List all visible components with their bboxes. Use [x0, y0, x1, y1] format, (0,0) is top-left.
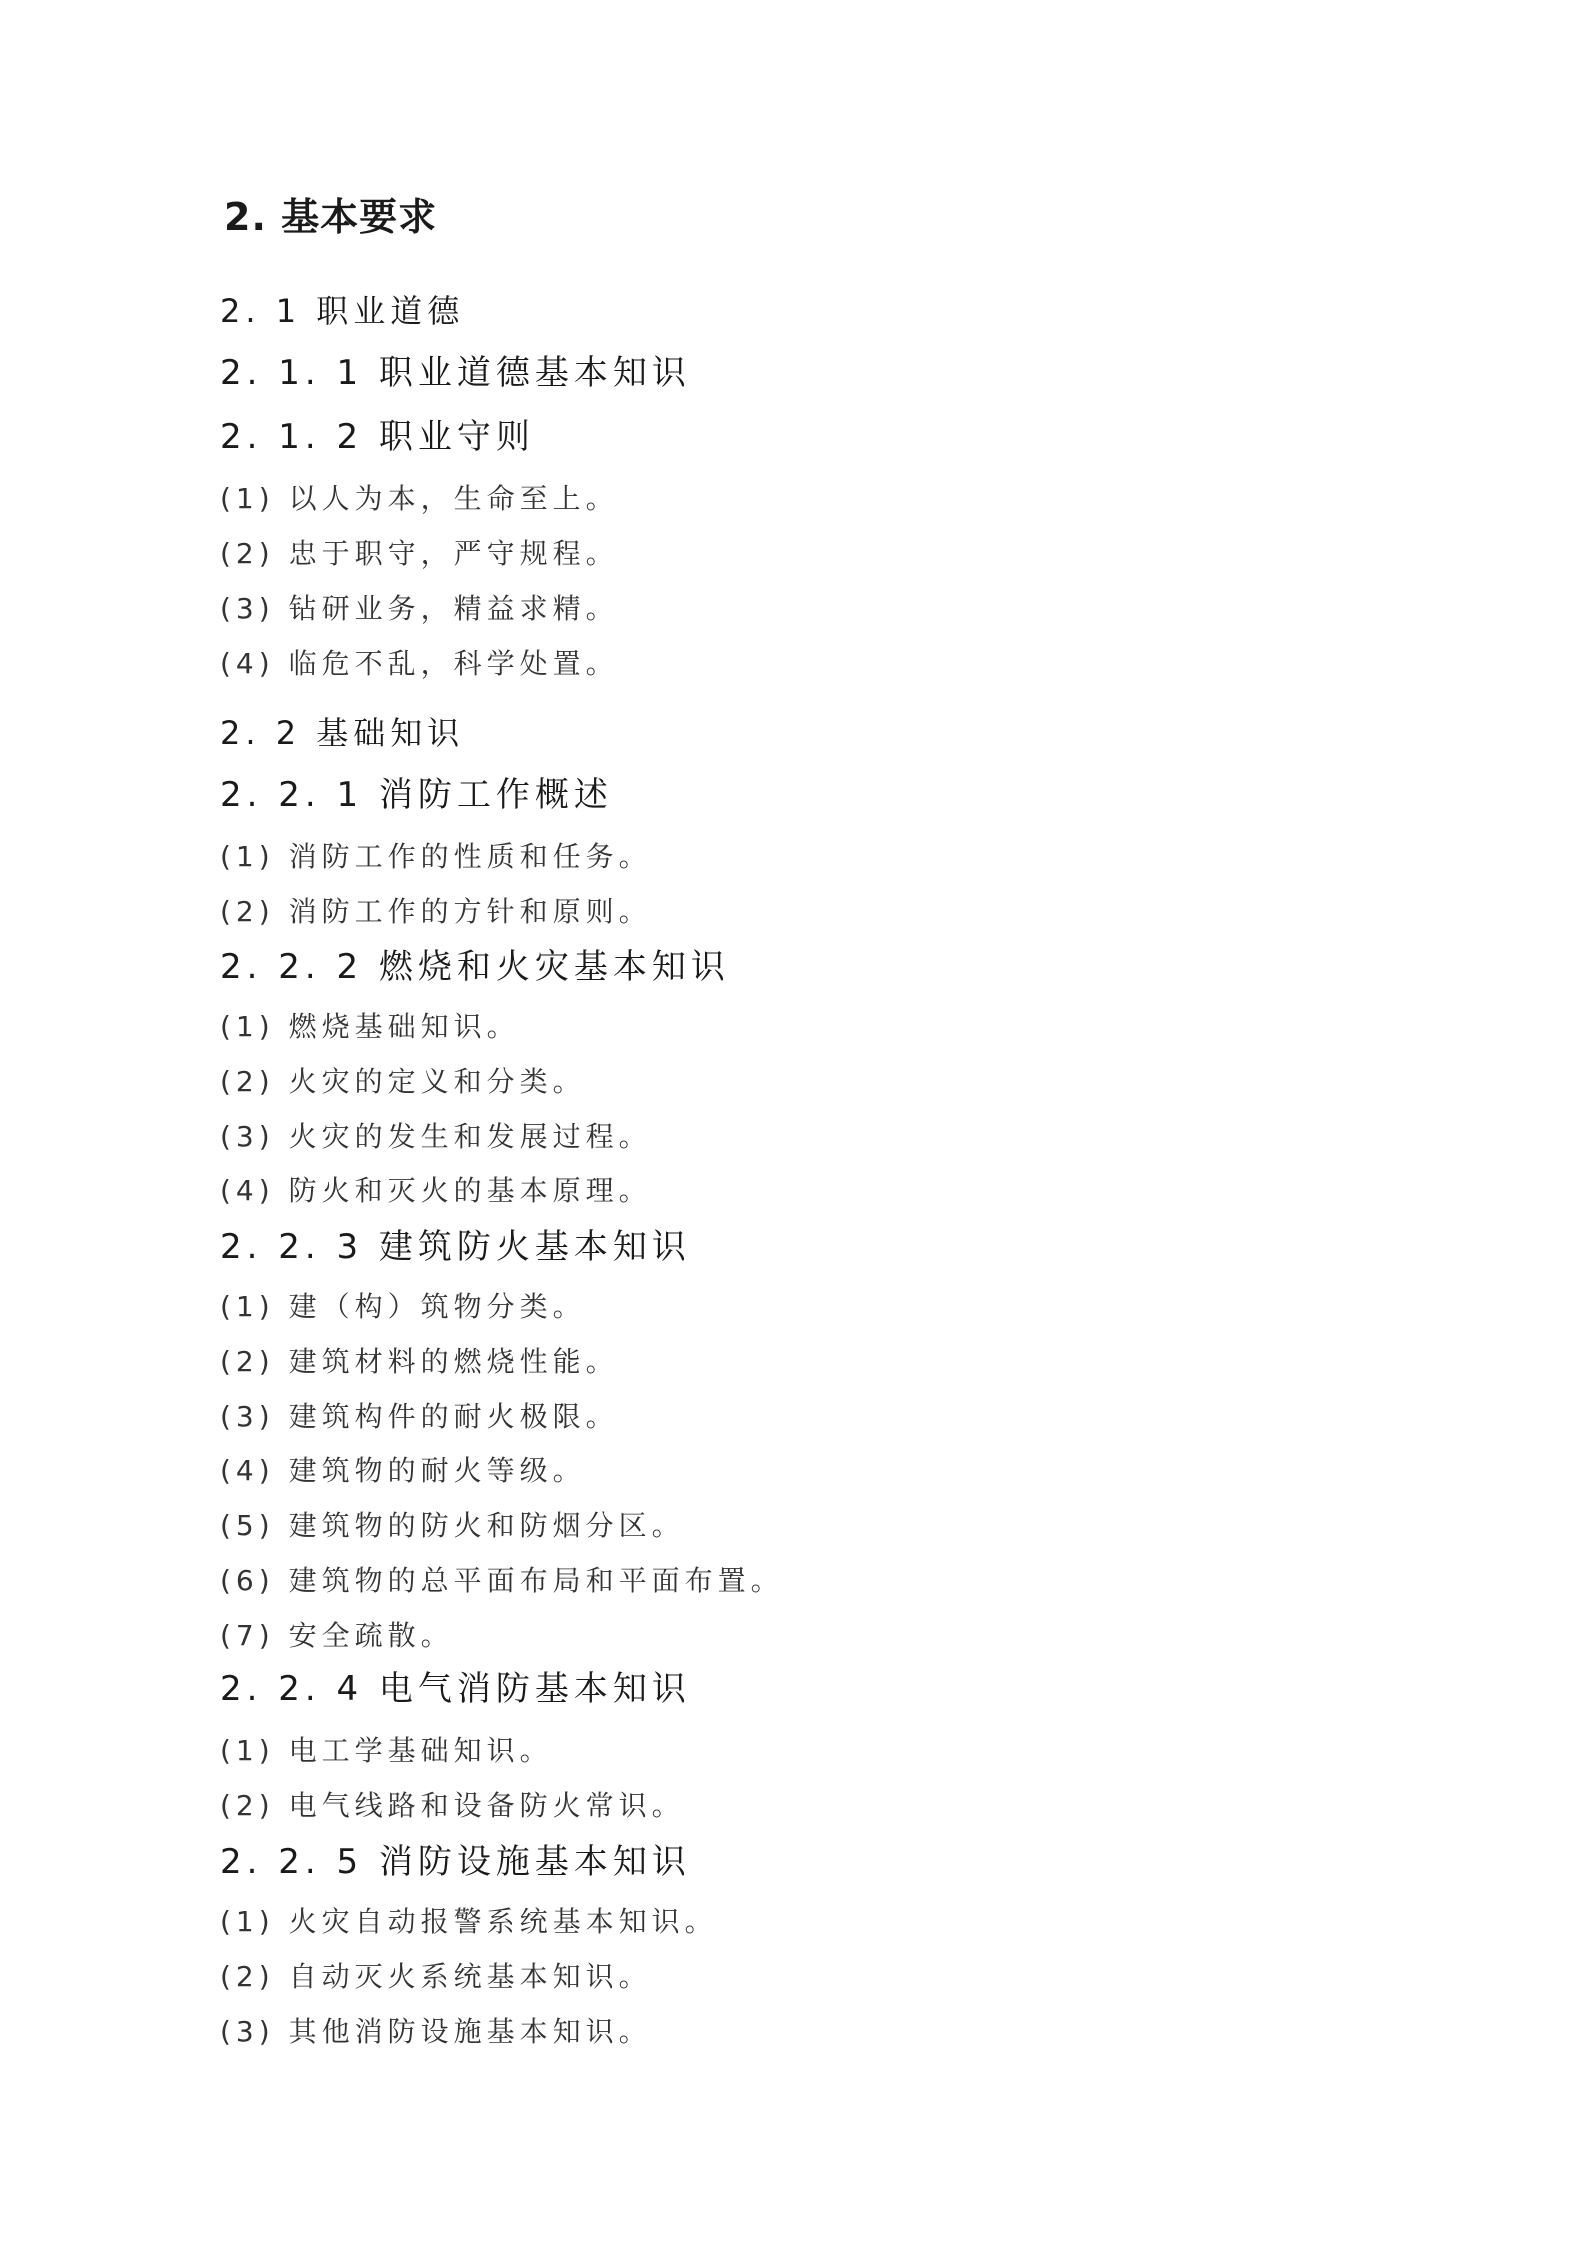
list-item: (1) 消防工作的性质和任务。 [220, 840, 652, 873]
section-heading-2-1: 2. 1 职业道德 [220, 292, 465, 330]
page-title: 2. 基本要求 [224, 195, 438, 239]
list-item: (3) 钻研业务，精益求精。 [220, 592, 619, 625]
list-item: (4) 防火和灭火的基本原理。 [220, 1174, 652, 1207]
list-item: (2) 自动灭火系统基本知识。 [220, 1960, 652, 1993]
subsection-heading-2-2-1: 2. 2. 1 消防工作概述 [220, 775, 613, 815]
list-item: (2) 消防工作的方针和原则。 [220, 895, 652, 928]
subsection-heading-2-2-5: 2. 2. 5 消防设施基本知识 [220, 1842, 691, 1882]
subsection-heading-2-2-4: 2. 2. 4 电气消防基本知识 [220, 1669, 691, 1709]
list-item: (3) 火灾的发生和发展过程。 [220, 1120, 652, 1153]
subsection-heading-2-1-2: 2. 1. 2 职业守则 [220, 417, 535, 457]
list-item: (2) 建筑材料的燃烧性能。 [220, 1345, 619, 1378]
list-item: (2) 火灾的定义和分类。 [220, 1065, 586, 1098]
list-item: (2) 电气线路和设备防火常识。 [220, 1789, 685, 1822]
list-item: (3) 其他消防设施基本知识。 [220, 2015, 652, 2048]
list-item: (7) 安全疏散。 [220, 1619, 454, 1652]
section-heading-2-2: 2. 2 基础知识 [220, 714, 465, 752]
list-item: (1) 以人为本，生命至上。 [220, 482, 619, 515]
list-item: (4) 临危不乱，科学处置。 [220, 647, 619, 680]
list-item: (1) 建（构）筑物分类。 [220, 1290, 586, 1323]
list-item: (6) 建筑物的总平面布局和平面布置。 [220, 1564, 784, 1597]
list-item: (1) 燃烧基础知识。 [220, 1010, 520, 1043]
list-item: (3) 建筑构件的耐火极限。 [220, 1400, 619, 1433]
list-item: (4) 建筑物的耐火等级。 [220, 1454, 586, 1487]
list-item: (2) 忠于职守，严守规程。 [220, 537, 619, 570]
list-item: (1) 电工学基础知识。 [220, 1734, 553, 1767]
list-item: (1) 火灾自动报警系统基本知识。 [220, 1905, 718, 1938]
subsection-heading-2-2-2: 2. 2. 2 燃烧和火灾基本知识 [220, 947, 730, 987]
list-item: (5) 建筑物的防火和防烟分区。 [220, 1509, 685, 1542]
subsection-heading-2-2-3: 2. 2. 3 建筑防火基本知识 [220, 1227, 691, 1267]
subsection-heading-2-1-1: 2. 1. 1 职业道德基本知识 [220, 353, 691, 393]
